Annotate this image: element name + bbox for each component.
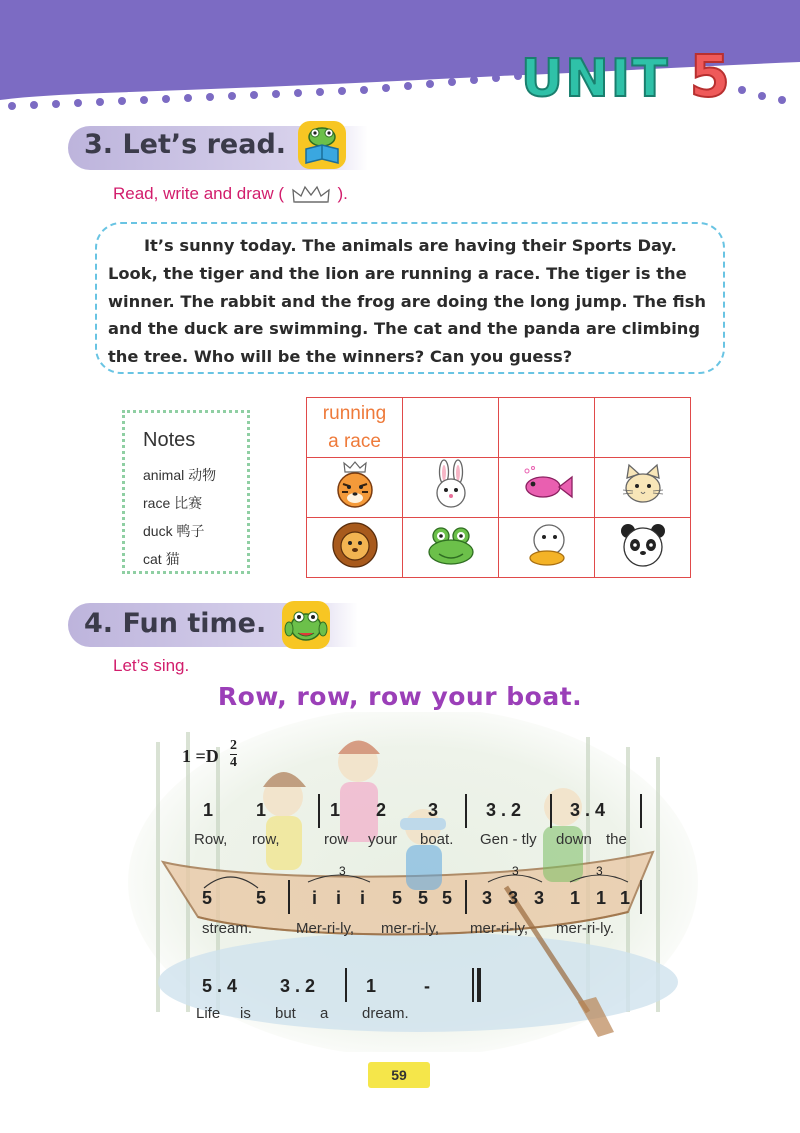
bar-line <box>550 794 552 828</box>
song-lyric: but <box>275 1005 296 1022</box>
page-number: 59 <box>368 1062 430 1088</box>
final-bar-line <box>472 968 474 1002</box>
grid-cell <box>403 458 499 518</box>
frog-reading-book-icon <box>298 121 346 169</box>
grid-cell <box>499 458 595 518</box>
tiger-with-crown-icon <box>329 460 381 510</box>
song-note: 1 <box>203 800 214 820</box>
song-note: i <box>336 888 342 908</box>
final-bar-line <box>477 968 481 1002</box>
song-lyric: the <box>606 831 627 848</box>
rabbit-icon <box>425 459 477 511</box>
section-3-title: 3. Let’s read. <box>84 129 287 160</box>
frog-icon <box>425 523 477 567</box>
read-write-draw-instruction <box>113 184 348 205</box>
fish-icon <box>519 465 575 505</box>
song-title: Row, row, row your boat. <box>217 682 583 711</box>
song-note: i <box>312 888 318 908</box>
notes-box <box>122 410 250 574</box>
panda-icon <box>617 520 669 570</box>
song-note: - <box>424 976 430 996</box>
song-note: 1 <box>596 888 607 908</box>
grid-header-line-1: running <box>322 402 387 424</box>
instruction-text-end: ). <box>337 184 348 203</box>
song-note: i <box>360 888 366 908</box>
note-item: animal 动物 <box>143 467 217 483</box>
bar-line <box>640 794 642 828</box>
grid-header-cell <box>307 398 403 458</box>
song-lyric: Life <box>196 1005 221 1022</box>
note-item: cat 猫 <box>143 551 180 567</box>
activity-grid <box>306 397 691 578</box>
song-lyric: a <box>320 1005 329 1022</box>
song-lyric: row <box>324 831 349 848</box>
time-signature-bottom: 4 <box>230 755 237 770</box>
grid-header-line-2: a race <box>328 430 381 452</box>
song-note: 1 <box>366 976 377 996</box>
unit-number: 5 <box>689 42 732 110</box>
song-note: 3 . 2 <box>486 800 522 820</box>
bar-line <box>345 968 347 1002</box>
song-lyric: boat. <box>420 831 454 848</box>
key-signature: 1 =D <box>182 746 219 766</box>
song-note: 3 <box>534 888 545 908</box>
song-lyric: Mer-ri-ly, <box>296 920 355 937</box>
grid-row-1 <box>307 458 691 518</box>
song-note: 3 <box>508 888 519 908</box>
song-lyric: is <box>240 1005 251 1022</box>
song-note: 5 <box>442 888 453 908</box>
song-note: 5 <box>202 888 213 908</box>
grid-cell <box>307 458 403 518</box>
grid-row-2 <box>307 518 691 578</box>
grid-cell <box>499 518 595 578</box>
song-note: 2 <box>376 800 387 820</box>
note-item: race 比赛 <box>143 495 203 511</box>
grid-header-row <box>307 398 691 458</box>
triplet-mark: 3 <box>596 864 603 878</box>
song-note: 5 . 4 <box>202 976 238 996</box>
song-lyric: mer-ri-ly, <box>470 920 529 937</box>
song-note: 3 . 4 <box>570 800 606 820</box>
grid-cell <box>595 458 691 518</box>
cat-icon <box>617 462 669 508</box>
song-lyric: Gen - tly <box>480 831 537 848</box>
song-lyric: dream. <box>362 1005 409 1022</box>
section-4-title: 4. Fun time. <box>84 608 267 639</box>
song-note: 3 <box>428 800 439 820</box>
bar-line <box>465 880 467 914</box>
frog-ears-icon <box>282 601 330 649</box>
triplet-mark: 3 <box>339 864 346 878</box>
bar-line <box>640 880 642 914</box>
song-lyric: row, <box>252 831 280 848</box>
unit-title <box>521 42 732 110</box>
song-lyric: mer-ri-ly. <box>556 920 615 937</box>
time-signature-top: 2 <box>230 738 237 753</box>
song-note: 1 <box>620 888 631 908</box>
duck-icon <box>521 520 573 570</box>
song-note: 5 <box>418 888 429 908</box>
notes-title: Notes <box>143 429 196 451</box>
song-note: 1 <box>256 800 267 820</box>
song-note: 3 <box>482 888 493 908</box>
triplet-mark: 3 <box>512 864 519 878</box>
bar-line <box>318 794 320 828</box>
song-note: 1 <box>330 800 341 820</box>
song-note: 3 . 2 <box>280 976 316 996</box>
time-signature <box>230 738 237 771</box>
grid-empty-cell[interactable] <box>499 398 595 458</box>
song-lyric: your <box>368 831 398 848</box>
song-lyric: stream. <box>202 920 253 937</box>
crown-icon <box>291 185 331 205</box>
song-note: 1 <box>570 888 581 908</box>
instruction-text-start: Read, write and draw ( <box>113 184 285 203</box>
lets-sing-instruction: Let’s sing. <box>113 656 190 675</box>
grid-cell <box>403 518 499 578</box>
song-lyric: mer-ri-ly, <box>381 920 440 937</box>
grid-cell <box>307 518 403 578</box>
lion-icon <box>329 519 381 571</box>
song-note: 5 <box>392 888 403 908</box>
grid-empty-cell[interactable] <box>595 398 691 458</box>
grid-empty-cell[interactable] <box>403 398 499 458</box>
unit-word: UNIT <box>520 49 670 109</box>
grid-cell <box>595 518 691 578</box>
song-note: 5 <box>256 888 267 908</box>
bar-line <box>288 880 290 914</box>
note-item: duck 鸭子 <box>143 523 205 539</box>
reading-passage: It’s sunny today. The animals are having their Sports Day. Look, the tiger and the lion are running a race. The tiger is the winner. The rabbit and the frog are doing the long jump. The fish and the duck are swimming. The cat and the panda are climbing the tree. Who will be the winners? Can you guess? <box>108 236 707 367</box>
song-lyric: Row, <box>194 831 228 848</box>
song-lyric: down <box>556 831 592 848</box>
bar-line <box>465 794 467 828</box>
